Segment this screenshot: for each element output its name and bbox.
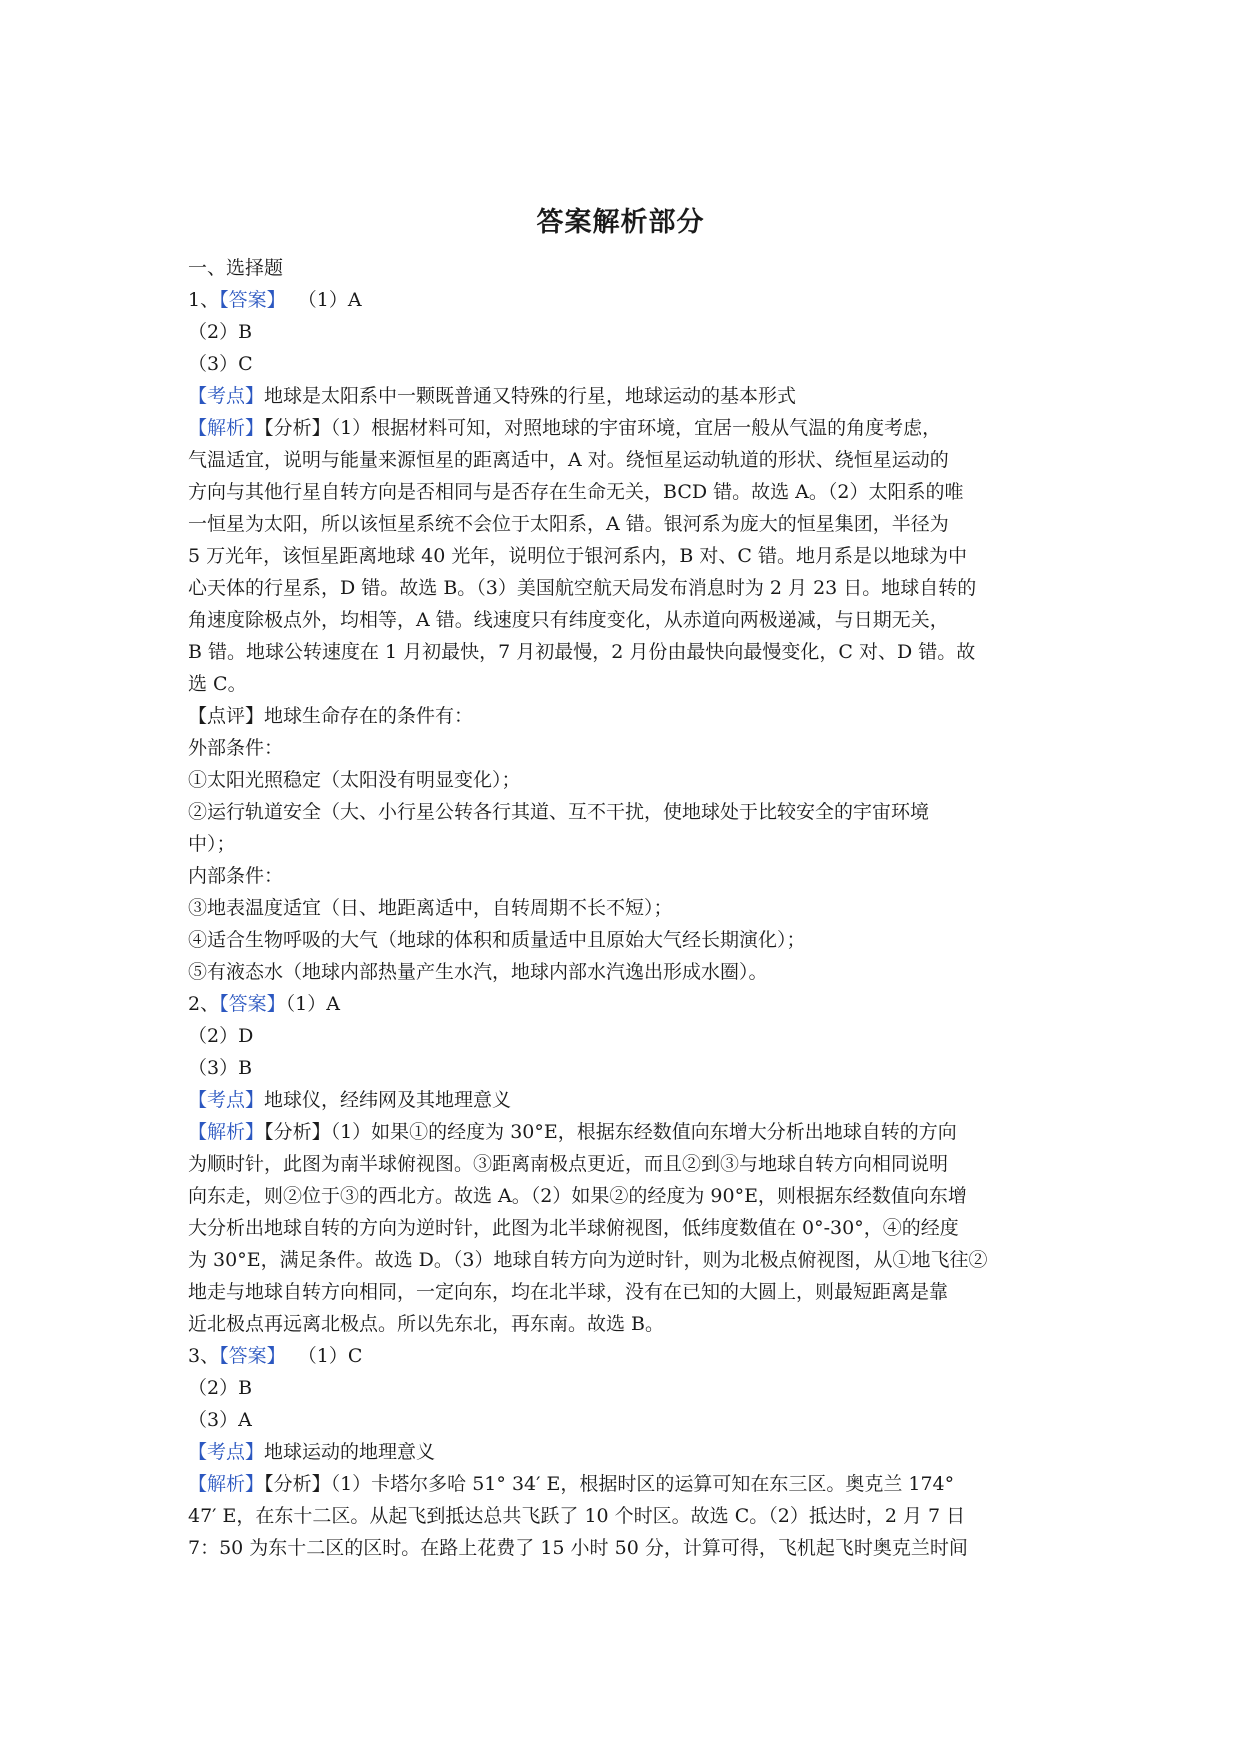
q3-answer-tag: 【答案】 [219, 1345, 286, 1367]
q2-answer-line [188, 988, 1068, 1020]
q2-answer-1: （1）A [285, 993, 340, 1015]
page-title: 答案解析部分 [536, 207, 705, 238]
q1-dianping-tag: 【点评】 [188, 705, 265, 727]
q1-comment-line-1: 外部条件： [188, 737, 284, 759]
q3-analysis-line-2: 47′ E，在东十二区。从起飞到抵达总共飞跃了 10 个时区。故选 C。（2）抵达时，2 月 7 日 [188, 1505, 966, 1527]
q2-answer-2: （2）D [188, 1025, 254, 1047]
q2-analysis-line-2: 为顺时针，此图为南半球俯视图。③距离南极点更近，而且②到③与地球自转方向相同说明 [188, 1153, 949, 1175]
q2-analysis-line-4: 大分析出地球自转的方向为逆时针，此图为北半球俯视图，低纬度数值在 0°-30°，④的经度 [188, 1217, 959, 1239]
q2-analysis-line-6: 地走与地球自转方向相同，一定向东，均在北半球，没有在已知的大圆上，则最短距离是靠 [188, 1281, 949, 1303]
q1-jiexi-tag: 【解析】 [188, 417, 265, 439]
q1-analysis-line-9: 选 C。 [188, 673, 247, 695]
q2-answer-tag: 【答案】 [219, 993, 286, 1015]
q3-kaodian-line [188, 1436, 1068, 1468]
q1-comment-line-4: 中）； [188, 833, 236, 855]
q1-answer-line [188, 284, 1068, 316]
q1-comment-line-6: ③地表温度适宜（日、地距离适中，自转周期不长不短）； [188, 897, 673, 919]
q1-analysis-line-2: 气温适宜，说明与能量来源恒星的距离适中，A 对。绕恒星运动轨道的形状、绕恒星运动的 [188, 449, 949, 471]
q3-analysis-line-1: 【解析】【分析】（1）卡塔尔多哈 51° 34′ E，根据时区的运算可知在东三区。奥克兰 174° [188, 1473, 955, 1495]
q2-kaodian-line [188, 1084, 1068, 1116]
q1-analysis-line-3: 方向与其他行星自转方向是否相同与是否存在生命无关，BCD 错。故选 A。（2）太阳系的唯 [188, 481, 964, 503]
q1-analysis-line-5: 5 万光年，该恒星距离地球 40 光年，说明位于银河系内，B 对、C 错。地月系是以地球为中 [188, 545, 967, 567]
q1-fenxi-tag: 【分析】 [264, 417, 331, 439]
q1-comment-line-2: ①太阳光照稳定（太阳没有明显变化）； [188, 769, 521, 791]
q2-analysis-line-1: 【解析】【分析】（1）如果①的经度为 30°E，根据东经数值向东增大分析出地球自转的方向 [188, 1121, 957, 1143]
q1-analysis-line-1: 【解析】【分析】（1）根据材料可知，对照地球的宇宙环境，宜居一般从气温的角度考虑， [188, 417, 942, 439]
q1-answer-1: （1）A [297, 289, 362, 311]
q1-analysis-line-8: B 错。地球公转速度在 1 月初最快，7 月初最慢，2 月份由最快向最慢变化，C 对、D 错。故 [188, 641, 976, 663]
q3-answer-2: （2）B [188, 1377, 253, 1399]
q2-fenxi-tag: 【分析】 [264, 1121, 331, 1143]
q1-comment-line-7: ④适合生物呼吸的大气（地球的体积和质量适中且原始大气经长期演化）； [188, 929, 806, 951]
q3-analysis-line-3: 7：50 为东十二区的区时。在路上花费了 15 小时 50 分，计算可得，飞机起飞时奥克兰时间 [188, 1537, 968, 1559]
q1-answer-2: （2）B [188, 321, 253, 343]
q1-answer-3: （3）C [188, 353, 253, 375]
q3-kaodian-tag: 【考点】 [188, 1441, 265, 1463]
q3-jiexi-tag: 【解析】 [188, 1473, 265, 1495]
q3-kaodian-text: 地球运动的地理意义 [264, 1441, 436, 1463]
q2-jiexi-tag: 【解析】 [188, 1121, 265, 1143]
q2-kaodian-text: 地球仪，经纬网及其地理意义 [264, 1089, 512, 1111]
q2-analysis-line-5: 为 30°E，满足条件。故选 D。（3）地球自转方向为逆时针，则为北极点俯视图，从①地飞往② [188, 1249, 988, 1271]
q1-number: 1、 [188, 289, 220, 311]
q2-answer-3: （3）B [188, 1057, 253, 1079]
q1-comment-line-5: 内部条件： [188, 865, 284, 887]
q2-analysis-line-7: 近北极点再远离北极点。所以先东北，再东南。故选 B。 [188, 1313, 665, 1335]
q1-analysis-line-4: 一恒星为太阳，所以该恒星系统不会位于太阳系，A 错。银河系为庞大的恒星集团，半径为 [188, 513, 949, 535]
q1-dianping-line: 【点评】地球生命存在的条件有： [188, 705, 474, 727]
q2-kaodian-tag: 【考点】 [188, 1089, 265, 1111]
q3-answer-line [188, 1340, 1068, 1372]
q2-number: 2、 [188, 993, 220, 1015]
q1-analysis-line-7: 角速度除极点外，均相等，A 错。线速度只有纬度变化，从赤道向两极递减，与日期无关， [188, 609, 949, 631]
answer-content [188, 252, 1068, 1564]
q1-kaodian-tag: 【考点】 [188, 385, 265, 407]
q3-answer-3: （3）A [188, 1409, 252, 1431]
q1-comment-line-3: ②运行轨道安全（大、小行星公转各行其道、互不干扰，使地球处于比较安全的宇宙环境 [188, 801, 930, 823]
q1-answer-tag: 【答案】 [219, 289, 286, 311]
q3-answer-1: （1）C [297, 1345, 363, 1367]
q3-fenxi-tag: 【分析】 [264, 1473, 331, 1495]
q1-comment-line-8: ⑤有液态水（地球内部热量产生水汽，地球内部水汽逸出形成水圈）。 [188, 961, 768, 983]
q1-kaodian-line [188, 380, 1068, 412]
q1-kaodian-text: 地球是太阳系中一颗既普通又特殊的行星，地球运动的基本形式 [264, 385, 797, 407]
q3-number: 3、 [188, 1345, 220, 1367]
q1-analysis-line-6: 心天体的行星系，D 错。故选 B。（3）美国航空航天局发布消息时为 2 月 23 日。地球自转的 [188, 577, 977, 599]
q2-analysis-line-3: 向东走，则②位于③的西北方。故选 A。（2）如果②的经度为 90°E，则根据东经数值向东增 [188, 1185, 967, 1207]
section-heading: 一、选择题 [188, 257, 284, 279]
